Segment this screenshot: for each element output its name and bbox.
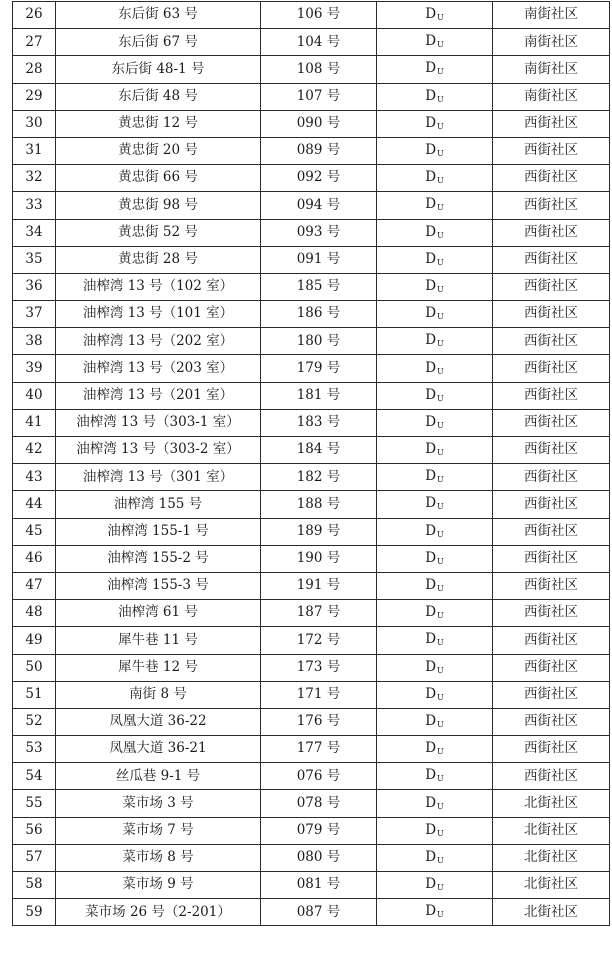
house-code-cell: 179 号 xyxy=(261,355,377,382)
row-number-cell: 32 xyxy=(13,165,56,192)
table-row xyxy=(13,382,610,409)
row-number-cell: 44 xyxy=(13,491,56,518)
house-code-cell: 182 号 xyxy=(261,464,377,491)
table-row xyxy=(13,518,610,545)
address-cell: 油榨湾 155-1 号 xyxy=(56,518,261,545)
address-cell: 油榨湾 13 号（202 室） xyxy=(56,328,261,355)
community-cell: 西街社区 xyxy=(493,219,610,246)
table-row xyxy=(13,708,610,735)
community-cell: 西街社区 xyxy=(493,491,610,518)
community-cell: 北街社区 xyxy=(493,844,610,871)
table-row xyxy=(13,301,610,328)
row-number-cell: 49 xyxy=(13,627,56,654)
table-row xyxy=(13,246,610,273)
row-number-cell: 45 xyxy=(13,518,56,545)
address-cell: 凤凰大道 36-22 xyxy=(56,708,261,735)
address-cell: 油榨湾 13 号（102 室） xyxy=(56,273,261,300)
address-cell: 菜市场 26 号（2-201） xyxy=(56,899,261,926)
address-cell: 油榨湾 13 号（301 室） xyxy=(56,464,261,491)
table-row xyxy=(13,165,610,192)
community-cell: 西街社区 xyxy=(493,681,610,708)
safety-grade-cell: DU xyxy=(377,2,493,29)
safety-grade-cell: DU xyxy=(377,518,493,545)
housing-table xyxy=(12,1,610,926)
safety-grade-cell: DU xyxy=(377,491,493,518)
address-cell: 黄忠街 20 号 xyxy=(56,137,261,164)
row-number-cell: 29 xyxy=(13,83,56,110)
address-cell: 黄忠街 28 号 xyxy=(56,246,261,273)
table-row xyxy=(13,763,610,790)
table-row xyxy=(13,790,610,817)
address-cell: 黄忠街 66 号 xyxy=(56,165,261,192)
house-code-cell: 106 号 xyxy=(261,2,377,29)
house-code-cell: 185 号 xyxy=(261,273,377,300)
row-number-cell: 31 xyxy=(13,137,56,164)
community-cell: 西街社区 xyxy=(493,627,610,654)
safety-grade-cell: DU xyxy=(377,572,493,599)
safety-grade-cell: DU xyxy=(377,681,493,708)
address-cell: 东后街 48-1 号 xyxy=(56,56,261,83)
address-cell: 东后街 67 号 xyxy=(56,29,261,56)
address-cell: 油榨湾 13 号（203 室） xyxy=(56,355,261,382)
row-number-cell: 50 xyxy=(13,654,56,681)
row-number-cell: 35 xyxy=(13,246,56,273)
table-row xyxy=(13,654,610,681)
row-number-cell: 51 xyxy=(13,681,56,708)
house-code-cell: 091 号 xyxy=(261,246,377,273)
address-cell: 菜市场 7 号 xyxy=(56,817,261,844)
row-number-cell: 59 xyxy=(13,899,56,926)
house-code-cell: 081 号 xyxy=(261,872,377,899)
community-cell: 西街社区 xyxy=(493,192,610,219)
safety-grade-cell: DU xyxy=(377,545,493,572)
house-code-cell: 172 号 xyxy=(261,627,377,654)
house-code-cell: 090 号 xyxy=(261,110,377,137)
address-cell: 油榨湾 155 号 xyxy=(56,491,261,518)
row-number-cell: 43 xyxy=(13,464,56,491)
table-body xyxy=(13,2,610,926)
safety-grade-cell: DU xyxy=(377,56,493,83)
address-cell: 油榨湾 61 号 xyxy=(56,600,261,627)
community-cell: 南街社区 xyxy=(493,83,610,110)
table-row xyxy=(13,273,610,300)
house-code-cell: 089 号 xyxy=(261,137,377,164)
safety-grade-cell: DU xyxy=(377,600,493,627)
address-cell: 犀牛巷 11 号 xyxy=(56,627,261,654)
table-row xyxy=(13,219,610,246)
community-cell: 西街社区 xyxy=(493,165,610,192)
table-row xyxy=(13,137,610,164)
safety-grade-cell: DU xyxy=(377,137,493,164)
community-cell: 西街社区 xyxy=(493,464,610,491)
table-row xyxy=(13,736,610,763)
community-cell: 西街社区 xyxy=(493,301,610,328)
house-code-cell: 190 号 xyxy=(261,545,377,572)
table-row xyxy=(13,844,610,871)
safety-grade-cell: DU xyxy=(377,872,493,899)
house-code-cell: 107 号 xyxy=(261,83,377,110)
table-row xyxy=(13,817,610,844)
house-code-cell: 183 号 xyxy=(261,409,377,436)
house-code-cell: 104 号 xyxy=(261,29,377,56)
house-code-cell: 078 号 xyxy=(261,790,377,817)
community-cell: 西街社区 xyxy=(493,545,610,572)
row-number-cell: 33 xyxy=(13,192,56,219)
housing-table-sheet xyxy=(12,1,610,926)
row-number-cell: 58 xyxy=(13,872,56,899)
house-code-cell: 108 号 xyxy=(261,56,377,83)
house-code-cell: 094 号 xyxy=(261,192,377,219)
row-number-cell: 39 xyxy=(13,355,56,382)
safety-grade-cell: DU xyxy=(377,110,493,137)
address-cell: 菜市场 3 号 xyxy=(56,790,261,817)
safety-grade-cell: DU xyxy=(377,464,493,491)
safety-grade-cell: DU xyxy=(377,165,493,192)
community-cell: 南街社区 xyxy=(493,56,610,83)
community-cell: 北街社区 xyxy=(493,790,610,817)
address-cell: 油榨湾 13 号（303-2 室） xyxy=(56,437,261,464)
community-cell: 西街社区 xyxy=(493,600,610,627)
house-code-cell: 186 号 xyxy=(261,301,377,328)
row-number-cell: 57 xyxy=(13,844,56,871)
safety-grade-cell: DU xyxy=(377,736,493,763)
row-number-cell: 36 xyxy=(13,273,56,300)
safety-grade-cell: DU xyxy=(377,328,493,355)
safety-grade-cell: DU xyxy=(377,192,493,219)
safety-grade-cell: DU xyxy=(377,273,493,300)
community-cell: 西街社区 xyxy=(493,382,610,409)
address-cell: 油榨湾 155-2 号 xyxy=(56,545,261,572)
row-number-cell: 48 xyxy=(13,600,56,627)
row-number-cell: 28 xyxy=(13,56,56,83)
row-number-cell: 47 xyxy=(13,572,56,599)
safety-grade-cell: DU xyxy=(377,355,493,382)
house-code-cell: 171 号 xyxy=(261,681,377,708)
house-code-cell: 189 号 xyxy=(261,518,377,545)
row-number-cell: 53 xyxy=(13,736,56,763)
address-cell: 南街 8 号 xyxy=(56,681,261,708)
table-row xyxy=(13,491,610,518)
row-number-cell: 54 xyxy=(13,763,56,790)
address-cell: 油榨湾 13 号（101 室） xyxy=(56,301,261,328)
house-code-cell: 093 号 xyxy=(261,219,377,246)
table-row xyxy=(13,192,610,219)
community-cell: 西街社区 xyxy=(493,437,610,464)
address-cell: 油榨湾 13 号（303-1 室） xyxy=(56,409,261,436)
community-cell: 西街社区 xyxy=(493,518,610,545)
house-code-cell: 173 号 xyxy=(261,654,377,681)
community-cell: 西街社区 xyxy=(493,137,610,164)
address-cell: 油榨湾 155-3 号 xyxy=(56,572,261,599)
safety-grade-cell: DU xyxy=(377,763,493,790)
table-row xyxy=(13,83,610,110)
community-cell: 南街社区 xyxy=(493,2,610,29)
table-row xyxy=(13,600,610,627)
house-code-cell: 180 号 xyxy=(261,328,377,355)
community-cell: 西街社区 xyxy=(493,273,610,300)
address-cell: 菜市场 9 号 xyxy=(56,872,261,899)
table-row xyxy=(13,872,610,899)
safety-grade-cell: DU xyxy=(377,654,493,681)
row-number-cell: 55 xyxy=(13,790,56,817)
row-number-cell: 46 xyxy=(13,545,56,572)
row-number-cell: 41 xyxy=(13,409,56,436)
table-row xyxy=(13,437,610,464)
house-code-cell: 177 号 xyxy=(261,736,377,763)
address-cell: 犀牛巷 12 号 xyxy=(56,654,261,681)
table-row xyxy=(13,464,610,491)
table-row xyxy=(13,56,610,83)
safety-grade-cell: DU xyxy=(377,817,493,844)
community-cell: 西街社区 xyxy=(493,763,610,790)
table-row xyxy=(13,681,610,708)
table-row xyxy=(13,355,610,382)
safety-grade-cell: DU xyxy=(377,790,493,817)
safety-grade-cell: DU xyxy=(377,246,493,273)
row-number-cell: 42 xyxy=(13,437,56,464)
community-cell: 西街社区 xyxy=(493,654,610,681)
table-row xyxy=(13,545,610,572)
safety-grade-cell: DU xyxy=(377,708,493,735)
community-cell: 西街社区 xyxy=(493,409,610,436)
row-number-cell: 27 xyxy=(13,29,56,56)
table-row xyxy=(13,572,610,599)
row-number-cell: 34 xyxy=(13,219,56,246)
community-cell: 西街社区 xyxy=(493,355,610,382)
house-code-cell: 176 号 xyxy=(261,708,377,735)
community-cell: 北街社区 xyxy=(493,817,610,844)
safety-grade-cell: DU xyxy=(377,437,493,464)
community-cell: 西街社区 xyxy=(493,246,610,273)
address-cell: 油榨湾 13 号（201 室） xyxy=(56,382,261,409)
community-cell: 西街社区 xyxy=(493,708,610,735)
table-row xyxy=(13,899,610,926)
community-cell: 北街社区 xyxy=(493,899,610,926)
table-row xyxy=(13,627,610,654)
table-row xyxy=(13,409,610,436)
house-code-cell: 188 号 xyxy=(261,491,377,518)
safety-grade-cell: DU xyxy=(377,219,493,246)
house-code-cell: 087 号 xyxy=(261,899,377,926)
house-code-cell: 184 号 xyxy=(261,437,377,464)
community-cell: 西街社区 xyxy=(493,328,610,355)
house-code-cell: 181 号 xyxy=(261,382,377,409)
safety-grade-cell: DU xyxy=(377,382,493,409)
house-code-cell: 092 号 xyxy=(261,165,377,192)
community-cell: 西街社区 xyxy=(493,572,610,599)
row-number-cell: 30 xyxy=(13,110,56,137)
community-cell: 西街社区 xyxy=(493,736,610,763)
address-cell: 东后街 63 号 xyxy=(56,2,261,29)
house-code-cell: 191 号 xyxy=(261,572,377,599)
house-code-cell: 187 号 xyxy=(261,600,377,627)
table-row xyxy=(13,2,610,29)
address-cell: 丝瓜巷 9-1 号 xyxy=(56,763,261,790)
row-number-cell: 52 xyxy=(13,708,56,735)
table-row xyxy=(13,29,610,56)
row-number-cell: 56 xyxy=(13,817,56,844)
table-row xyxy=(13,328,610,355)
house-code-cell: 080 号 xyxy=(261,844,377,871)
row-number-cell: 38 xyxy=(13,328,56,355)
address-cell: 凤凰大道 36-21 xyxy=(56,736,261,763)
house-code-cell: 079 号 xyxy=(261,817,377,844)
safety-grade-cell: DU xyxy=(377,844,493,871)
safety-grade-cell: DU xyxy=(377,301,493,328)
safety-grade-cell: DU xyxy=(377,899,493,926)
safety-grade-cell: DU xyxy=(377,29,493,56)
row-number-cell: 40 xyxy=(13,382,56,409)
address-cell: 黄忠街 12 号 xyxy=(56,110,261,137)
house-code-cell: 076 号 xyxy=(261,763,377,790)
community-cell: 西街社区 xyxy=(493,110,610,137)
safety-grade-cell: DU xyxy=(377,83,493,110)
community-cell: 北街社区 xyxy=(493,872,610,899)
safety-grade-cell: DU xyxy=(377,409,493,436)
row-number-cell: 37 xyxy=(13,301,56,328)
safety-grade-cell: DU xyxy=(377,627,493,654)
community-cell: 南街社区 xyxy=(493,29,610,56)
address-cell: 东后街 48 号 xyxy=(56,83,261,110)
row-number-cell: 26 xyxy=(13,2,56,29)
address-cell: 黄忠街 98 号 xyxy=(56,192,261,219)
table-row xyxy=(13,110,610,137)
address-cell: 菜市场 8 号 xyxy=(56,844,261,871)
address-cell: 黄忠街 52 号 xyxy=(56,219,261,246)
